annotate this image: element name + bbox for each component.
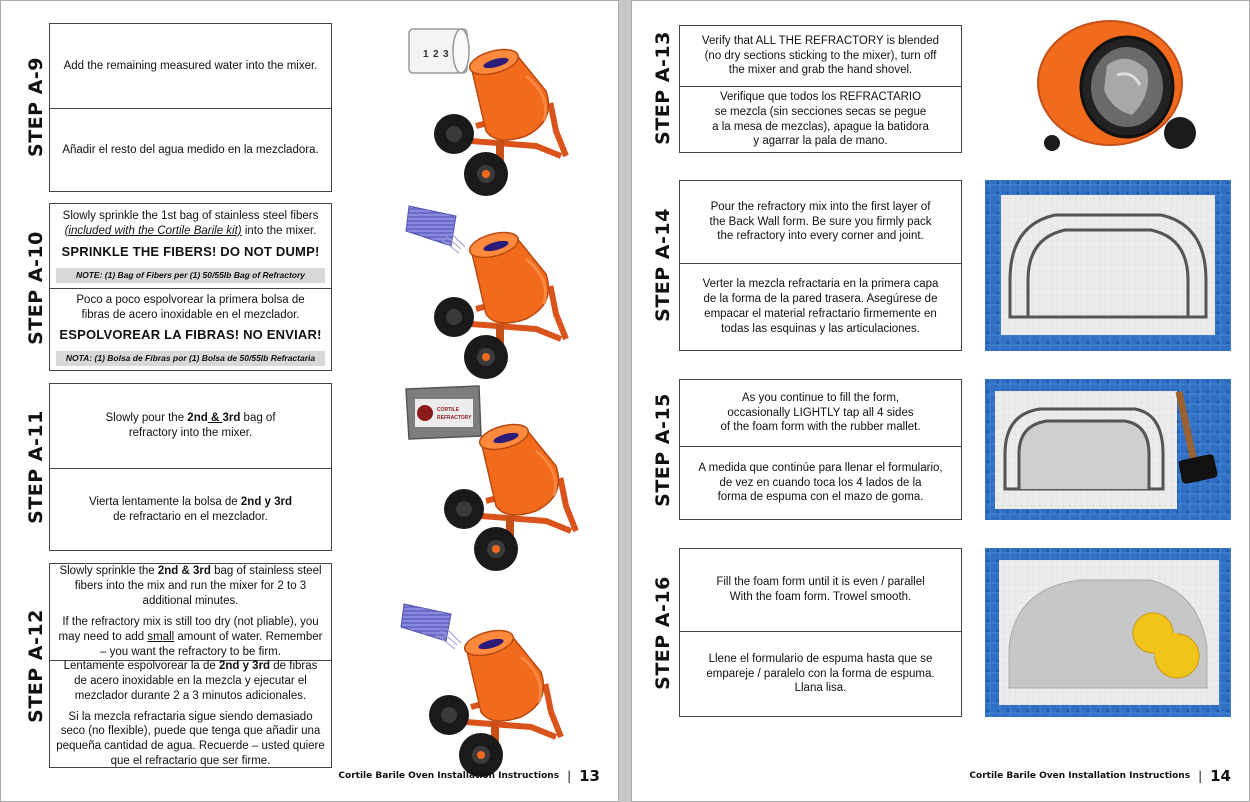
step-a14-es-line2: de la forma de la pared trasera. Asegúrese de [703,293,938,306]
step-a15-en-line3: of the foam form with the rubber mallet. [720,421,921,434]
footer-title: Cortile Barile Oven Installation Instructions [338,771,560,781]
form-filled-sponge-illustration [985,548,1231,717]
footer-separator: | [1198,769,1203,783]
step-a11-en-bold2: 3rd [222,412,241,425]
fiber-bundle-icon [406,206,465,253]
step-a11-en-post: bag of [240,412,276,425]
step-a11-box [49,383,332,551]
step-a14-es-line4: todas las esquinas y las articulaciones. [721,322,920,335]
step-a16-box [679,548,962,717]
bucket-mark-2: 2 [433,49,439,60]
step-a15-es-line2: de vez en cuando toca los 4 lados de la [719,476,922,489]
step-a11-en-pre: Slowly pour the [105,412,188,425]
step-a10-es [50,288,331,370]
left-footer [338,767,600,785]
step-a15-es [680,446,961,519]
step-a9-en [50,24,331,108]
step-a12-en-p2-underline: small [147,630,175,643]
step-a10-en-emphasis: SPRINKLE THE FIBERS! DO NOT DUMP! [61,243,320,259]
step-a14-box [679,180,962,351]
step-a11-es-pre: Vierta lentamente la bolsa de [88,495,241,508]
water-bucket-icon [409,29,469,73]
step-a16-es-line2: empareje / paralelo con la forma de espuma. [706,667,935,680]
step-a14-es-line3: empacar el material refractario firmemente en [704,308,937,320]
step-a15-box [679,379,962,520]
step-a16-es-line1: Llene el formulario de espuma hasta que se [708,652,933,665]
right-page [631,0,1250,802]
step-a10-es-line2: fibras de acero inoxidable en el mezclador. [81,308,300,321]
step-a10-en-note: NOTE: (1) Bag of Fibers per (1) 50/55lb Bag of Refractory [56,268,325,283]
step-a9-es-text: Añadir el resto del agua medido en la mezcladora. [62,143,319,156]
left-page [0,0,619,802]
bag-text-1: CORTILE [437,407,459,413]
step-a10-en-line1: Slowly sprinkle the 1st bag of stainless steel fibers [62,210,319,223]
step-a13-es-line4: y agarrar la pala de mano. [753,135,888,148]
mixer-fibers-2-illustration [401,599,561,769]
footer-separator: | [567,769,572,783]
mixer-refractory-illustration [401,381,561,551]
step-a15-es-line3: forma de espuma con el mazo de goma. [717,491,924,504]
step-a15-en-line1: As you continue to fill the form, [741,391,900,404]
kit-note-italic: (included with the Cortile Barile kit) [64,225,242,238]
step-a11-es [50,468,331,550]
step-a13-en-line1: Verify that ALL THE REFRACTORY is blended [701,34,940,47]
step-a10-box [49,203,332,371]
refractory-bag-icon [406,386,481,439]
step-a16-es-line3: Llana lisa. [794,682,847,695]
step-a16-en-line1: Fill the foam form until it is even / parallel [716,576,925,589]
step-a9-box [49,23,332,192]
cement-mixer-icon [444,420,576,571]
step-a12-es-p1-bold: 2nd y 3rd [218,659,271,672]
step-a11-es-line2: de refractario en el mezclador. [113,510,268,523]
step-a12-es-p2: Si la mezcla refractaria sigue siendo demasiado seco (no flexible), puede que tenga que añadir una pequeña cantidad de agua. Recuerde – usted quiere que el refractario que ser firme. [56,710,325,768]
step-a16-label: STEP A-16 [652,576,674,690]
mixer-water-illustration [401,21,561,191]
step-a12-es-p1 [56,659,325,704]
step-a10-es-note: NOTA: (1) Bolsa de Fibras por (1) Bolsa de 50/55lb Refractaria [56,351,325,366]
step-a14-es-line1: Verter la mezcla refractaria en la primera capa [702,278,939,291]
footer-title: Cortile Barile Oven Installation Instructions [969,771,1191,781]
step-a14-en [680,181,961,263]
step-a12-en-p1 [56,564,325,609]
step-a11-en-amp: & [207,412,223,425]
right-footer [969,767,1231,785]
mixer-drum-closeup-illustration [1032,15,1197,155]
step-a9-en-text: Add the remaining measured water into the mixer. [63,59,318,72]
step-a9-es [50,108,331,191]
step-a10-es-emphasis: ESPOLVOREAR LA FIBRAS! NO ENVIAR! [59,327,322,343]
mixer-fibers-illustration [401,201,561,371]
step-a11-en-bold1: 2nd [187,412,208,425]
step-a16-es [680,631,961,716]
step-a15-es-line1: A medida que continúe para llenar el formulario, [698,461,943,474]
step-a13-label: STEP A-13 [652,31,674,145]
step-a11-es-bold: 2nd y 3rd [240,495,293,508]
step-a14-label: STEP A-14 [652,208,674,322]
step-a12-en-p2 [56,615,325,660]
step-a13-es-line2: se mezcla (sin secciones secas se pegue [714,105,927,118]
step-a14-es [680,263,961,350]
step-a15-en [680,380,961,446]
step-a15-en-line2: occasionally LIGHTLY tap all 4 sides [727,406,914,419]
form-filling-mallet-illustration [985,379,1231,520]
step-a10-en [50,204,331,288]
step-a12-en-p1-post: bag of stainless steel fibers into the mix and run the mixer for 2 to 3 additional minutes. [74,565,322,608]
cement-mixer-icon [434,228,566,379]
step-a16-en-line2: With the foam form. Trowel smooth. [729,591,912,603]
step-a12-es-p1-pre: Lentamente espolvorear la de [63,659,219,672]
step-a12-es [50,660,331,767]
step-a11-es-line1 [89,495,292,510]
bucket-mark-3: 3 [443,49,449,60]
step-a14-en-line1: Pour the refractory mix into the first layer of [710,200,931,213]
step-a12-en-p1-bold: 2nd & 3rd [157,565,211,578]
bucket-mark-1: 1 [423,49,429,60]
step-a12-es-p1-post: de fibras de acero inoxidable en la mezcla y ejecutar el mezclador durante 2 a 3 minutos adicionales. [74,659,318,702]
step-a12-box [49,563,332,768]
back-wall-form-empty-illustration [985,180,1231,351]
step-a10-en-line2 [65,224,317,239]
step-a13-en-line3: the mixer and grab the hand shovel. [728,64,913,77]
step-a13-box [679,25,962,153]
step-a13-en-line2: (no dry sections sticking to the mixer), turn off [704,49,937,62]
step-a13-en [680,26,961,86]
step-a16-en [680,549,961,631]
step-a12-en-p2-post: amount of water. Remember – you want the refractory to be firm. [100,630,323,658]
step-a15-label: STEP A-15 [652,393,674,507]
step-a13-es-line1: Verifique que todos los REFRACTARIO [719,90,922,103]
fiber-bundle-icon [401,604,461,649]
step-a11-en [50,384,331,468]
step-a10-en-line2-rest: into the mixer. [241,225,317,238]
cement-mixer-icon [429,626,561,777]
step-a13-es-line3: a la mesa de mezclas), apague la batidora [712,120,929,133]
step-a9-label: STEP A-9 [25,57,47,157]
step-a11-en-line1 [105,411,275,426]
step-a13-es [680,86,961,152]
page-number: 13 [579,767,600,785]
step-a10-es-line1: Poco a poco espolvorear la primera bolsa de [76,293,305,306]
step-a12-en-p1-pre: Slowly sprinkle the [59,565,158,578]
step-a11-en-line2: refractory into the mixer. [128,427,253,439]
step-a12-label: STEP A-12 [25,609,47,723]
step-a12-en [50,564,331,660]
step-a11-label: STEP A-11 [25,410,47,524]
step-a14-en-line2: the Back Wall form. Be sure you firmly pack [709,215,932,228]
step-a14-en-line3: the refractory into every corner and joint. [717,230,924,243]
page-number: 14 [1210,767,1231,785]
step-a10-label: STEP A-10 [25,231,47,345]
bag-text-2: REFRACTORY [437,415,472,421]
step-a12-en-p2-pre: If the refractory mix is still too dry (not pliable), you may need to add [58,616,319,643]
